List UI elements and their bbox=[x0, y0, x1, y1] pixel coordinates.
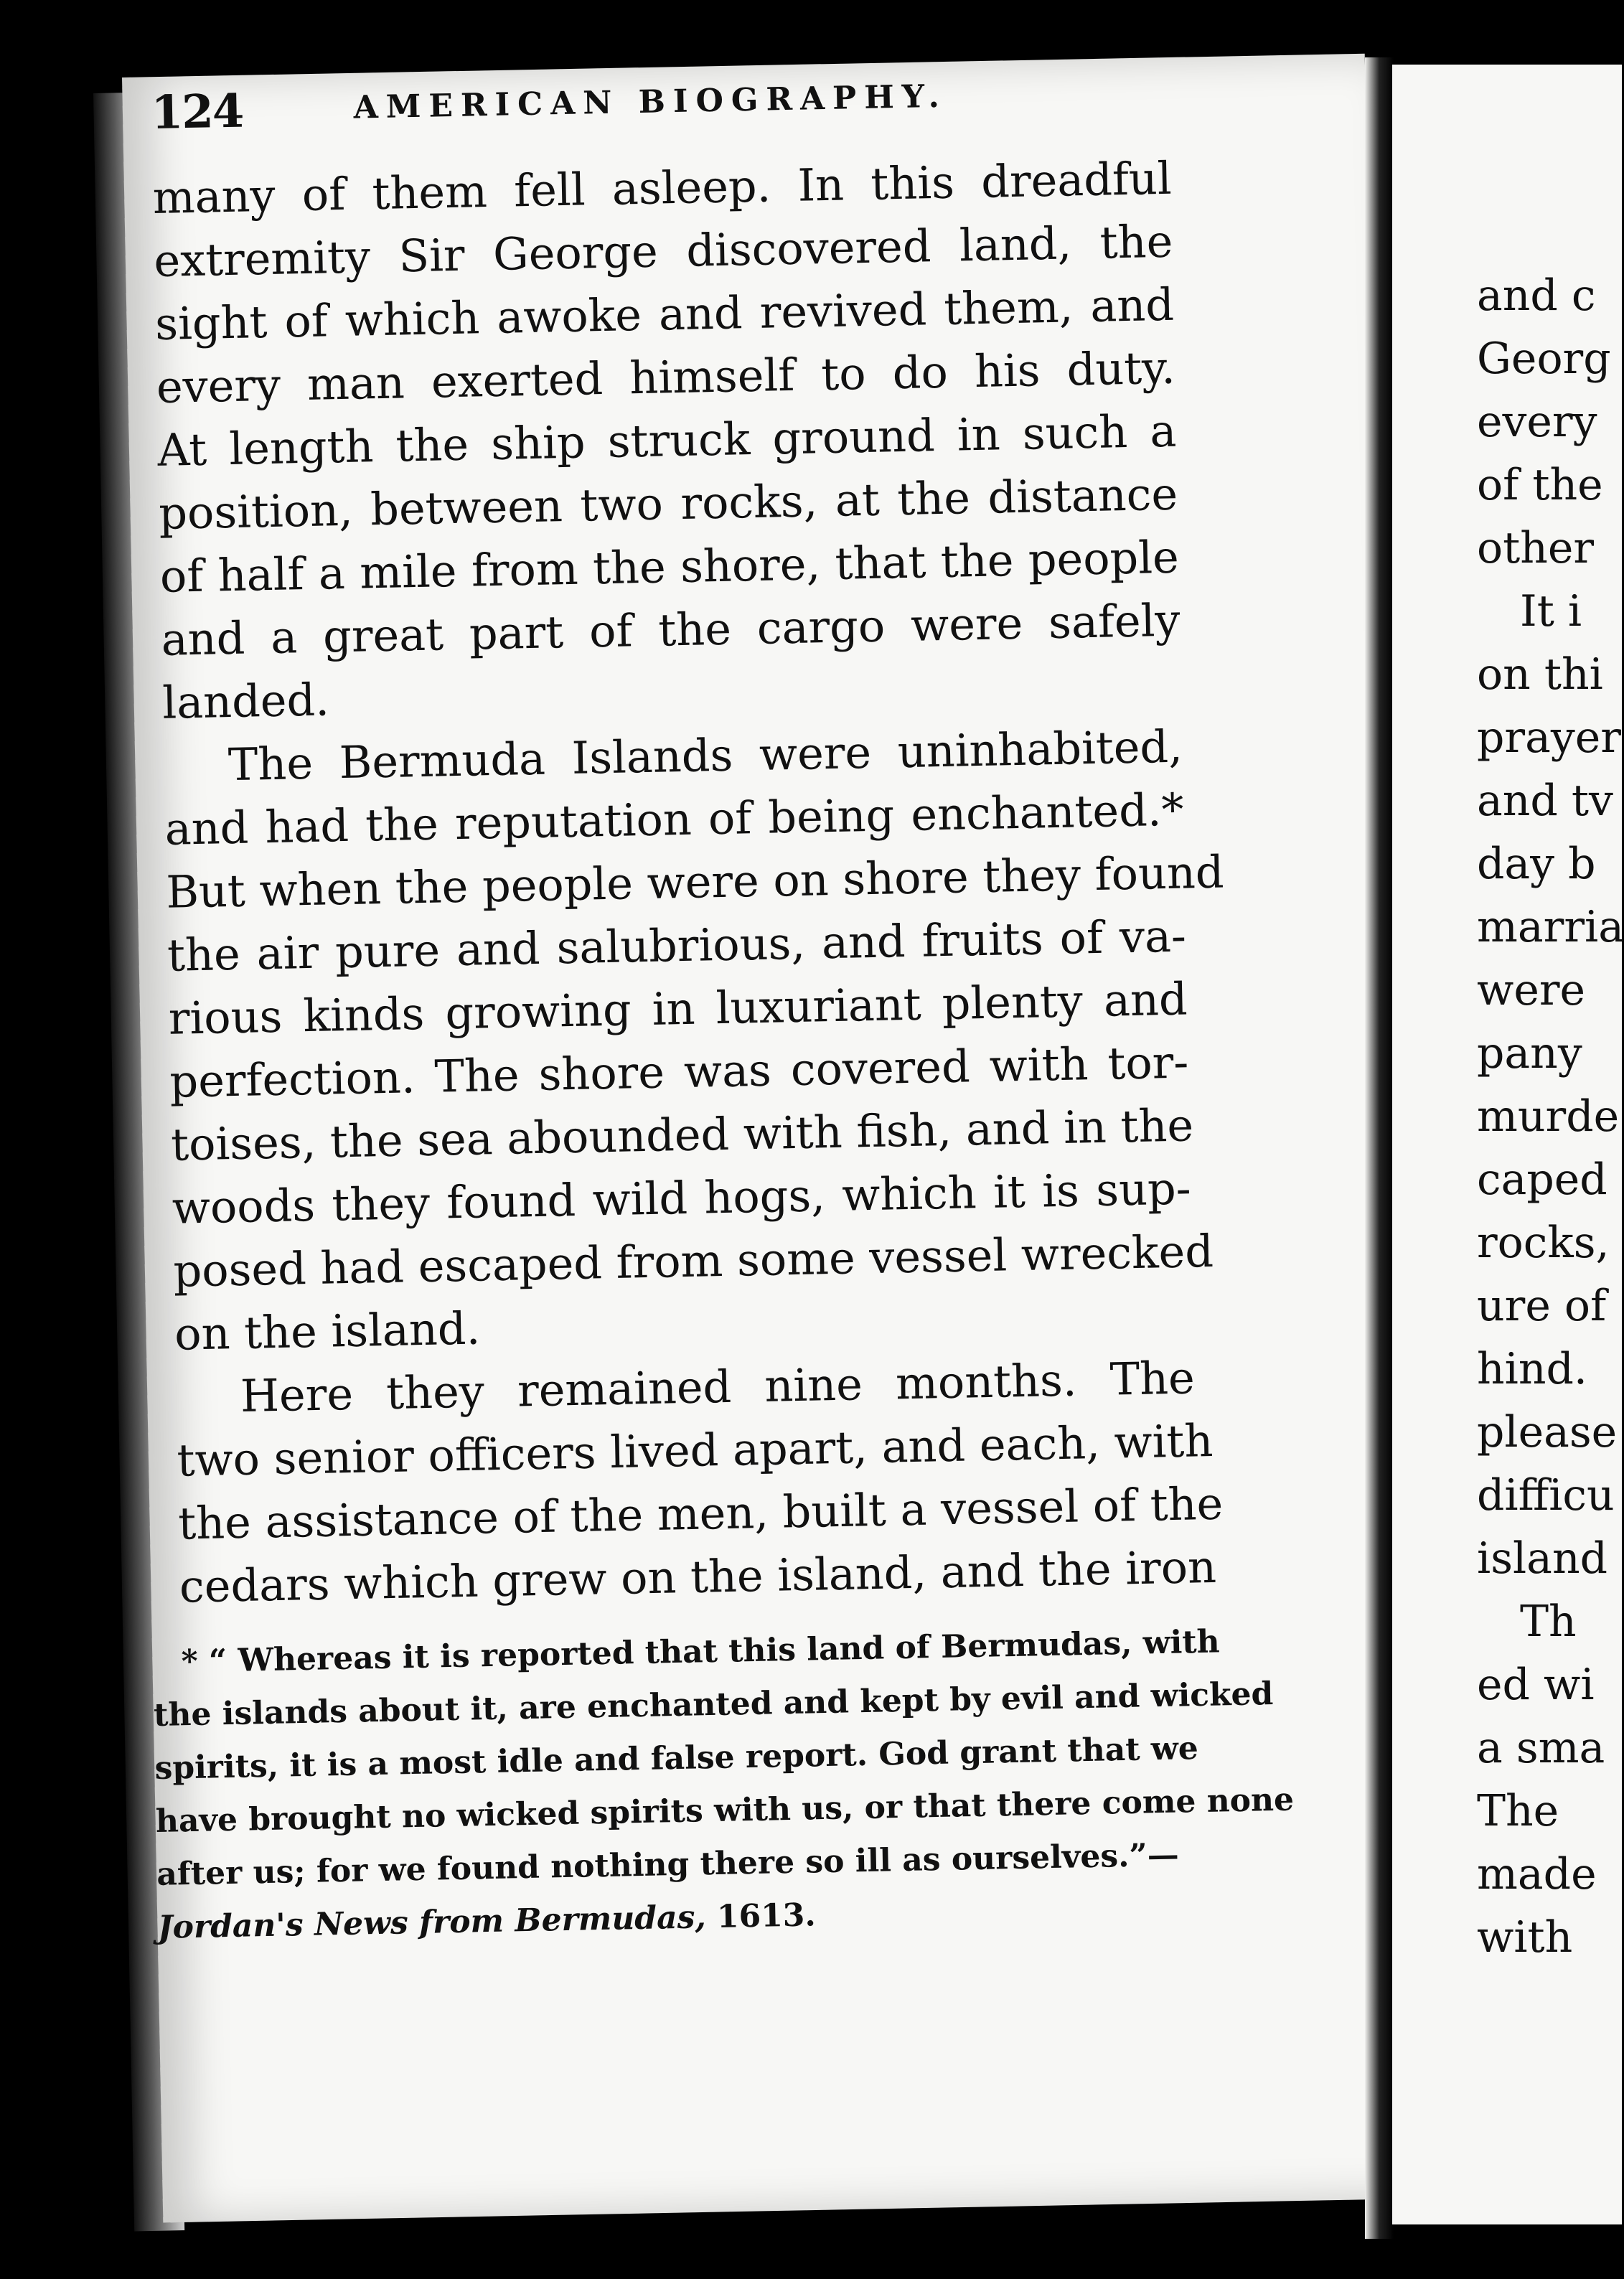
body-line: position, between two rocks, at the distance bbox=[158, 467, 1178, 540]
footnote-source-year: 1613. bbox=[705, 1897, 817, 1936]
right-page-line: prayer bbox=[1477, 713, 1621, 763]
right-page-line: ed wi bbox=[1477, 1660, 1595, 1710]
body-line: landed. bbox=[161, 673, 330, 729]
right-page-line: please bbox=[1477, 1407, 1618, 1457]
right-page-line: marria bbox=[1477, 902, 1624, 952]
body-line: posed had escaped from some vessel wrecked bbox=[172, 1224, 1214, 1297]
footnote-source-title: Jordan's News from Bermudas, bbox=[157, 1899, 707, 1946]
right-page-line: a sma bbox=[1477, 1723, 1605, 1773]
footnote bbox=[152, 1617, 1295, 1955]
right-page-line: rocks, bbox=[1477, 1218, 1610, 1268]
body-line: cedars which grew on the island, and the iron bbox=[179, 1540, 1217, 1613]
body-line: But when the people were on shore they found bbox=[165, 845, 1225, 918]
right-page-line: day b bbox=[1477, 839, 1596, 889]
right-page-line: made bbox=[1477, 1849, 1597, 1899]
body-line: The Bermuda Islands were uninhabited, bbox=[227, 720, 1183, 791]
right-page-line: with bbox=[1477, 1912, 1573, 1963]
right-page-line: difficu bbox=[1477, 1470, 1615, 1521]
footnote-line: spirits, it is a most idle and false report. God grant that we bbox=[154, 1730, 1199, 1787]
body-line: perfection. The shore was covered with tor- bbox=[169, 1035, 1189, 1108]
footnote-line: have brought no wicked spirits with us, or that there come none bbox=[155, 1781, 1295, 1840]
right-page-line: Georg bbox=[1477, 334, 1611, 384]
body-text bbox=[152, 147, 1225, 1619]
body-line: toises, the sea abounded with fish, and in the bbox=[170, 1099, 1194, 1171]
body-line: woods they found wild hogs, which it is sup- bbox=[172, 1162, 1192, 1234]
right-page-line: caped bbox=[1477, 1155, 1607, 1205]
body-line: sight of which awoke and revived them, and bbox=[154, 278, 1175, 350]
body-line: the air pure and salubrious, and fruits of va- bbox=[166, 909, 1187, 982]
body-line: on the island. bbox=[174, 1302, 481, 1361]
right-page-line: island bbox=[1477, 1533, 1607, 1584]
right-page-line: were bbox=[1477, 965, 1586, 1015]
right-page-line: other bbox=[1477, 523, 1595, 573]
body-line: two senior officers lived apart, and each, with bbox=[176, 1414, 1214, 1487]
right-page-line: It i bbox=[1520, 586, 1582, 636]
right-page-line: Th bbox=[1520, 1597, 1577, 1647]
body-line: At length the ship struck ground in such a bbox=[156, 404, 1178, 476]
right-page-line: hind. bbox=[1477, 1344, 1587, 1394]
footnote-line: the islands about it, are enchanted and kept by evil and wicked bbox=[153, 1676, 1274, 1734]
page-number: 124 bbox=[151, 84, 244, 140]
right-page-line: of the bbox=[1477, 460, 1603, 510]
footnote-line: * “ Whereas it is reported that this land of Bermudas, with bbox=[181, 1623, 1221, 1681]
running-head-title: AMERICAN BIOGRAPHY. bbox=[353, 77, 948, 126]
body-line: Here they remained nine months. The bbox=[240, 1351, 1196, 1422]
body-line: and had the reputation of being enchanted.* bbox=[164, 783, 1185, 855]
body-line: and a great part of the cargo were safely bbox=[160, 593, 1181, 666]
right-page-line: pany bbox=[1477, 1028, 1582, 1079]
footnote-line: after us; for we found nothing there so ill as ourselves.”— bbox=[156, 1836, 1180, 1893]
body-line: many of them fell asleep. In this dreadful bbox=[152, 151, 1173, 224]
right-page-line: ure of bbox=[1477, 1281, 1607, 1331]
body-line: of half a mile from the shore, that the people bbox=[159, 530, 1180, 603]
body-line: rious kinds growing in luxuriant plenty and bbox=[168, 972, 1188, 1045]
right-page-line: and c bbox=[1477, 271, 1596, 321]
right-page-line: murde bbox=[1477, 1091, 1620, 1142]
body-line: the assistance of the men, built a vessel of the bbox=[177, 1477, 1224, 1550]
right-page-line: The bbox=[1477, 1786, 1559, 1836]
right-page-text bbox=[1477, 264, 1624, 1969]
right-page-line: on thi bbox=[1477, 649, 1603, 700]
body-line: extremity Sir George discovered land, the bbox=[153, 215, 1173, 287]
right-page-line: and tv bbox=[1477, 776, 1613, 826]
body-line: every man exerted himself to do his duty. bbox=[156, 341, 1176, 413]
book-gutter bbox=[1365, 57, 1394, 2239]
right-page-line: every bbox=[1477, 397, 1597, 447]
